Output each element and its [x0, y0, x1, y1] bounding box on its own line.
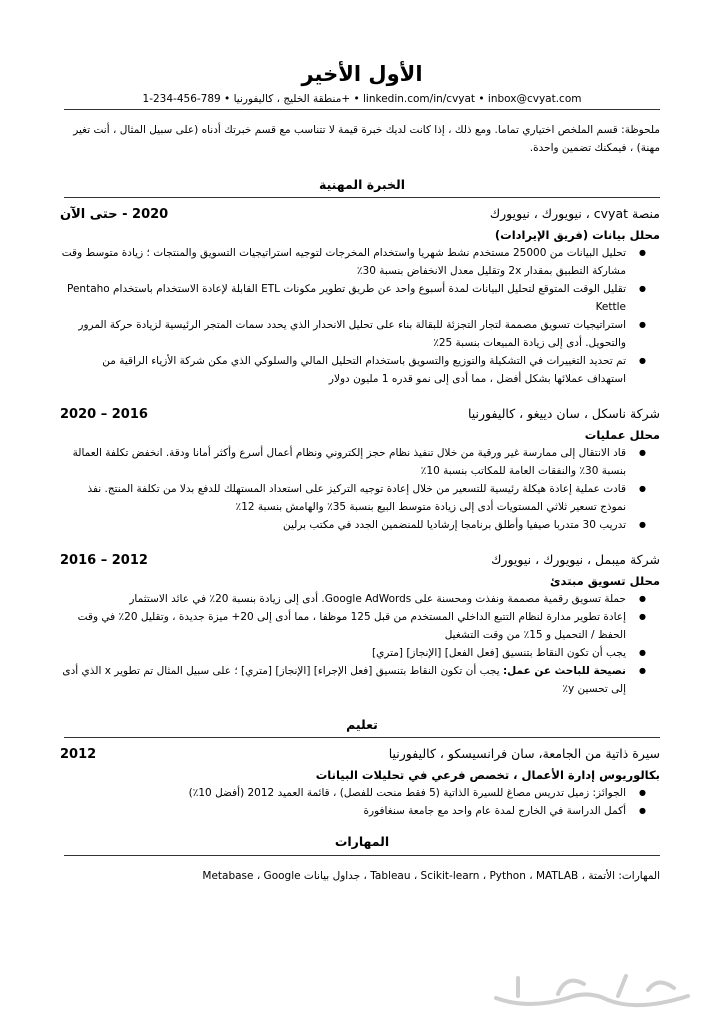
- education-bullet: ● أكمل الدراسة في الخارج لمدة عام واحد مع جامعة سنغافورة: [60, 802, 626, 820]
- candidate-name: الأول الأخير: [301, 62, 423, 86]
- job-title: محلل عمليات: [584, 428, 660, 442]
- job-bullet: ● استراتيجيات تسويق مصممة لتجار التجزئة للبقالة بناء على تحليل الانحدار الذي يحدد سمات المتجر الرئيسية لزيادة حركة المرور والتحويل. أدى إلى زيادة المبيعات بنسبة 25٪: [60, 316, 626, 352]
- contact-line: منطقة الخليج ، كاليفورنيا • 789-456-234-1+ • linkedin.com/in/cvyat • inbox@cvyat.com: [142, 93, 582, 105]
- watermark-logo-graphic: [488, 960, 698, 1014]
- education-entry: [60, 746, 660, 820]
- education-dates: 2012: [60, 747, 97, 762]
- job-bullet: ● تحليل البيانات من 25000 مستخدم نشط شهريا واستخدام المخرجات لتوجيه استراتيجيات التسويق والمنتجات ؛ زيادة متوسط وقت مشاركة التطبيق بمقدار 2x وتقليل معدل الانخفاض بنسبة 30٪: [60, 244, 626, 280]
- job-company: منصة cvyat ، نيويورك ، نيويورك: [489, 206, 660, 221]
- job-bullet: ● حملة تسويق رقمية مصممة ونفذت ومحسنة على Google AdWords. أدى إلى زيادة بنسبة 20٪ في عائد الاستثمار: [60, 590, 626, 608]
- job-company: شركة ناسكل ، سان دييغو ، كاليفورنيا: [467, 406, 660, 421]
- job-bullet: ● تم تحديد التغييرات في التشكيلة والتوزيع والتسويق باستخدام التحليل المالي والسلوكي الذي مكن شركة الأزياء الراقية من استهداف عملائها بشكل أفضل ، مما أدى إلى نمو قدره 1 مليون دولار: [60, 352, 626, 388]
- education-divider: [64, 737, 660, 738]
- job-company: شركة ميبمل ، نيويورك ، نيويورك: [491, 552, 660, 567]
- section-title-skills: المهارات: [334, 834, 390, 849]
- job-dates: 2020 - حتى الآن: [60, 207, 169, 222]
- job-entry: [60, 206, 660, 388]
- education-bullets: [60, 784, 660, 820]
- job-dates: 2016 – 2020: [60, 407, 148, 422]
- header-divider: [64, 109, 660, 110]
- tip-label: نصيحة للباحث عن عمل:: [502, 665, 626, 677]
- job-entry: [60, 552, 660, 698]
- education-degree: بكالوريوس إدارة الأعمال ، تخصص فرعي في تحليلات البيانات: [315, 768, 660, 782]
- experience-divider: [64, 197, 660, 198]
- job-bullet: ● يجب أن تكون النقاط بتنسيق [فعل الفعل] [الإنجاز] [متري]: [60, 644, 626, 662]
- watermark-logo: [488, 960, 698, 1014]
- job-bullet: ● تدريب 30 متدربا صيفيا وأطلق برنامجا إرشاديا للمنضمين الجدد في مكتب برلين: [60, 516, 626, 534]
- job-title: محلل بيانات (فريق الإيرادات): [494, 228, 660, 242]
- job-bullet: ● قاد الانتقال إلى ممارسة غير ورقية من خلال تنفيذ نظام حجز إلكتروني ونظام أعمال أسرع وأكثر أمانا ودقة. انخفض تكلفة العمالة بنسبة 30٪ والنفقات العامة للمكاتب بنسبة 10٪: [60, 444, 626, 480]
- skills-divider: [64, 855, 660, 856]
- skills-list: المهارات: الأتمتة ، Tableau ، Scikit-learn ، Python ، MATLAB ، جداول بيانات Metabase ، Google: [202, 870, 660, 882]
- job-bullets: [60, 444, 660, 534]
- job-bullets: [60, 590, 660, 698]
- job-bullet-tip: [60, 662, 626, 698]
- section-title-education: تعليم: [346, 717, 378, 732]
- section-title-experience: الخبرة المهنية: [319, 177, 405, 192]
- job-bullet: ● قادت عملية إعادة هيكلة رئيسية للتسعير من خلال إعادة توجيه التركيز على استعداد المستهلك للدفع بدلا من تكلفة المنتج. نفذ نموذج تسعير ثلاثي المستويات أدى إلى زيادة متوسط البيع بنسبة 35٪ والهامش بنسبة 12٪: [60, 480, 626, 516]
- education-school: سيرة ذاتية من الجامعة، سان فرانسيسكو ، كاليفورنيا: [388, 746, 660, 761]
- summary-note: ملحوظة: قسم الملخص اختياري تماما. ومع ذلك ، إذا كانت لديك خبرة قيمة لا تتناسب مع قسم خبرتك أدناه (على سبيل المثال ، أنت تغير مهنة) ، فيمكنك تضمين واحدة.: [73, 124, 660, 154]
- job-entry: [60, 406, 660, 534]
- job-bullets: [60, 244, 660, 388]
- job-bullet: ● تقليل الوقت المتوقع لتحليل البيانات لمدة أسبوع واحد عن طريق تطوير مكونات ETL القابلة لإعادة الاستخدام باستخدام Pentaho Kettle: [60, 280, 626, 316]
- tip-text: يجب أن تكون النقاط بتنسيق [فعل الإجراء] [الإنجاز] [متري] ؛ على سبيل المثال تم تطوير x الذي أدى إلى تحسين y٪: [62, 665, 626, 695]
- job-bullet: ● إعادة تطوير مدارة لنظام التتبع الداخلي المستخدم من قبل 125 موظفا ، مما أدى إلى 20+ ميزة جديدة ، وتقليل 20٪ في وقت الحفظ / التحميل و 15٪ من وقت التشغيل: [60, 608, 626, 644]
- education-bullet: ● الجوائز: زميل تدريس مصاغ للسيرة الذاتية (5 فقط منحت للفصل) ، قائمة العميد 2012 (أفضل 10٪): [60, 784, 626, 802]
- job-title: محلل تسويق مبتدئ: [550, 574, 660, 588]
- job-dates: 2012 – 2016: [60, 553, 148, 568]
